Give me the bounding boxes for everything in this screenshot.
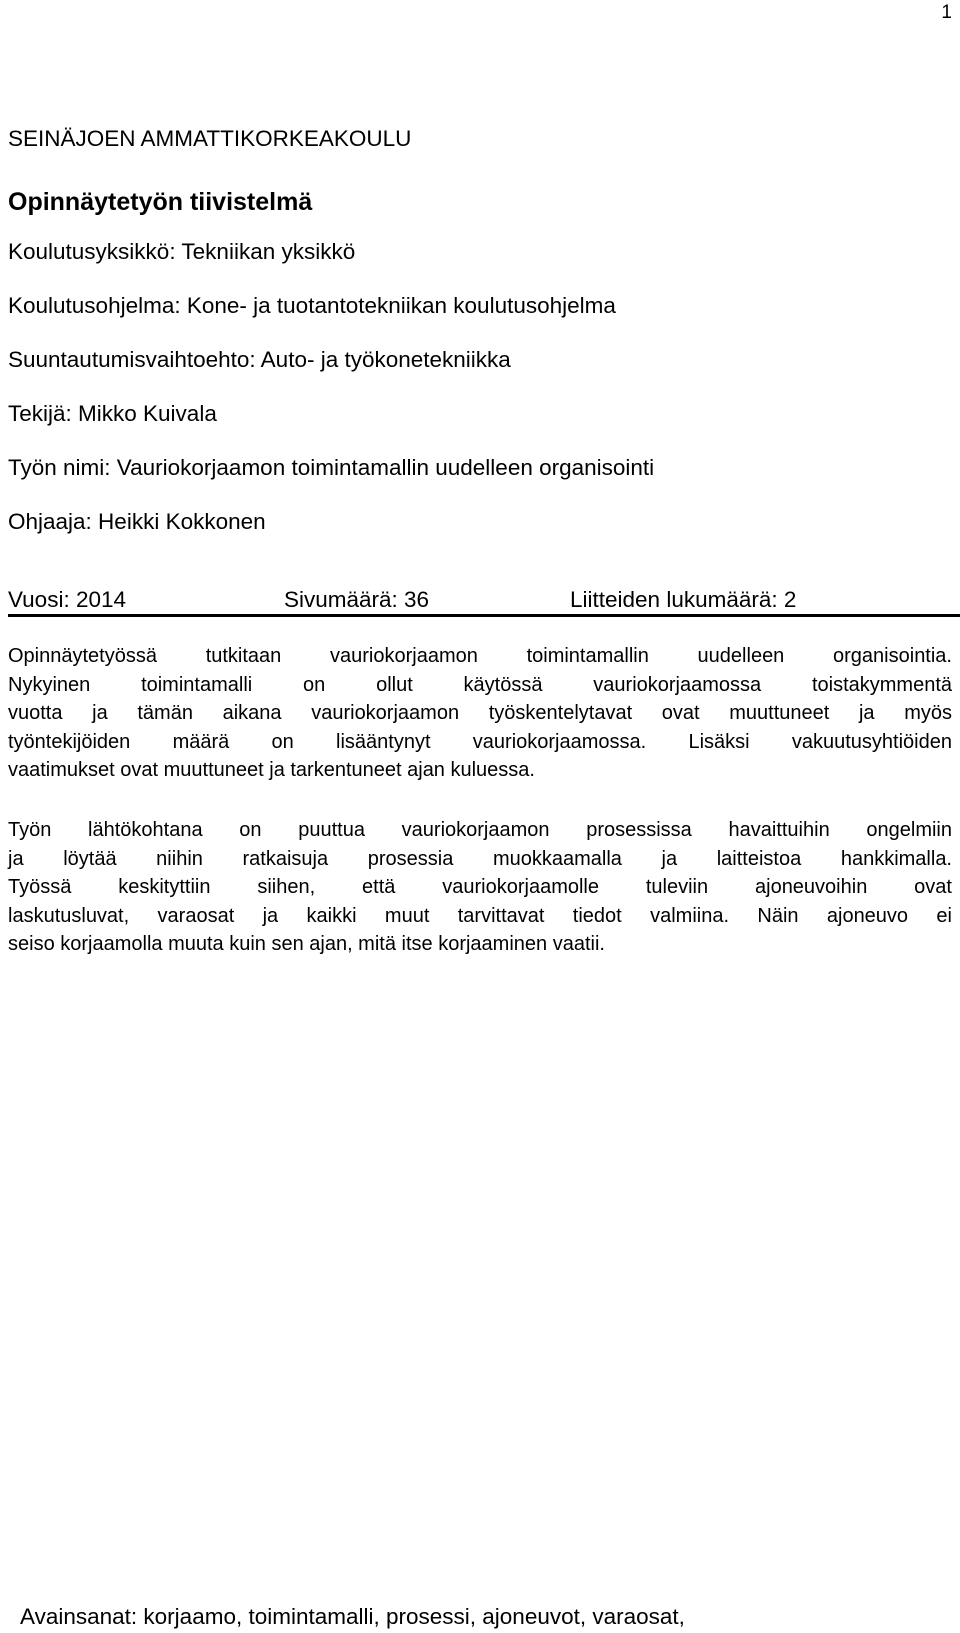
abstract-line: seiso korjaamolla muuta kuin sen ajan, mitä itse korjaaminen vaatii. xyxy=(8,933,605,955)
abstract-line: vuotta ja tämän aikana vauriokorjaamon työskentelytavat ovat muuttuneet ja myös xyxy=(8,702,952,724)
abstract-paragraph-1 xyxy=(8,642,952,785)
abstract-line: vaatimukset ovat muuttuneet ja tarkentuneet ajan kuluessa. xyxy=(8,759,535,781)
abstract-line: laskutusluvat, varaosat ja kaikki muut tarvittavat tiedot valmiina. Näin ajoneuvo ei xyxy=(8,904,952,927)
attachments-field: Liitteiden lukumäärä: 2 xyxy=(570,587,797,612)
section-divider xyxy=(8,614,960,617)
specialisation-line: Suuntautumisvaihtoehto: Auto- ja työkonetekniikka xyxy=(8,347,511,372)
abstract-line: ja löytää niihin ratkaisuja prosessia muokkaamalla ja laitteistoa hankkimalla. xyxy=(8,847,952,870)
author-line: Tekijä: Mikko Kuivala xyxy=(8,401,217,426)
abstract-line: työntekijöiden määrä on lisääntynyt vauriokorjaamossa. Lisäksi vakuutusyhtiöiden xyxy=(8,730,952,753)
page-number: 1 xyxy=(941,2,952,23)
supervisor-line: Ohjaaja: Heikki Kokkonen xyxy=(8,509,266,534)
abstract-paragraph-2 xyxy=(8,816,952,959)
keywords-line: Avainsanat: korjaamo, toimintamalli, prosessi, ajoneuvot, varaosat, xyxy=(20,1604,685,1629)
work-title-line: Työn nimi: Vauriokorjaamon toimintamallin uudelleen organisointi xyxy=(8,455,655,480)
abstract-line: Työssä keskityttiin siihen, että vauriokorjaamolle tuleviin ajoneuvoihin ovat xyxy=(8,876,952,898)
abstract-line: Työn lähtökohtana on puuttua vauriokorjaamon prosessissa havaittuihin ongelmiin xyxy=(8,819,952,841)
institution-name: SEINÄJOEN AMMATTIKORKEAKOULU xyxy=(8,126,412,151)
abstract-line: Nykyinen toimintamalli on ollut käytössä vauriokorjaamossa toistakymmentä xyxy=(8,673,952,696)
page-title: Opinnäytetyön tiivistelmä xyxy=(8,188,313,216)
year-field: Vuosi: 2014 xyxy=(8,587,127,612)
unit-line: Koulutusyksikkö: Tekniikan yksikkö xyxy=(8,239,356,264)
programme-line: Koulutusohjelma: Kone- ja tuotantotekniikan koulutusohjelma xyxy=(8,293,616,318)
pages-field: Sivumäärä: 36 xyxy=(284,587,430,612)
abstract-line: Opinnäytetyössä tutkitaan vauriokorjaamon toimintamallin uudelleen organisointia. xyxy=(8,645,952,667)
